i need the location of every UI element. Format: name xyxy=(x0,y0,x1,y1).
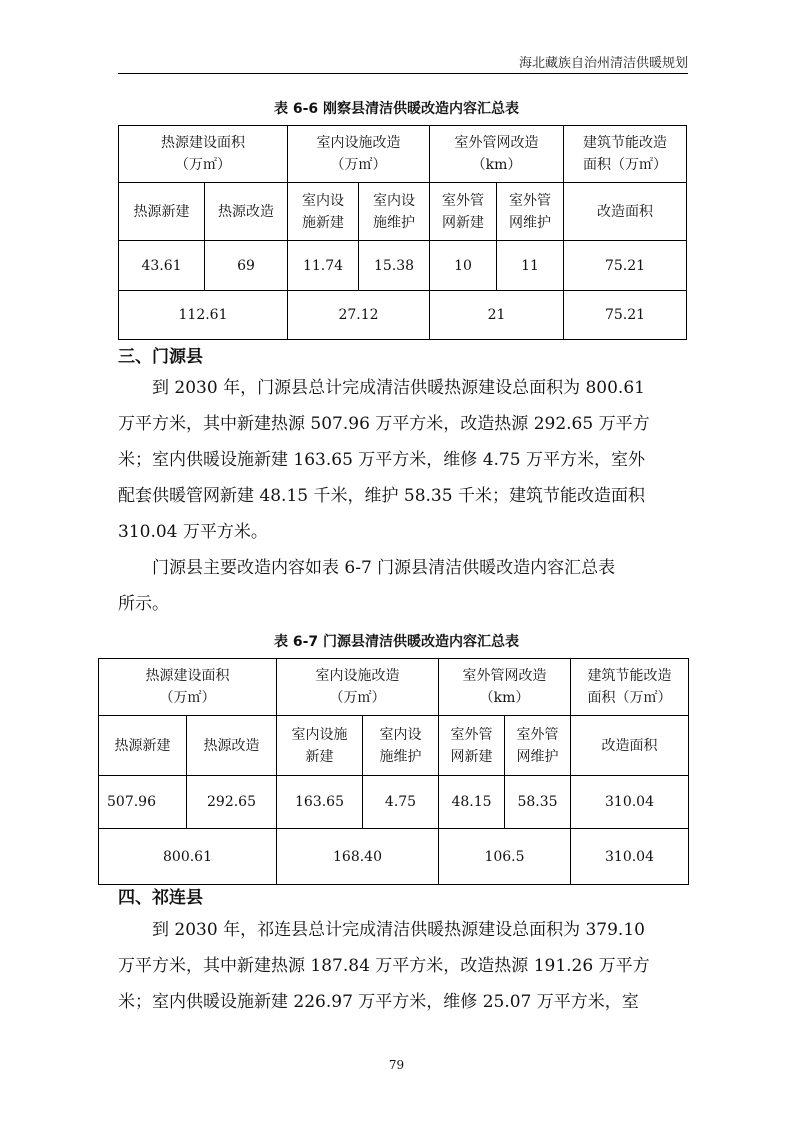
table-caption-6-7: 表 6-7 门源县清洁供暖改造内容汇总表 xyxy=(273,634,520,650)
subheader-cell: 热源新建 xyxy=(99,716,187,776)
data-cell: 69 xyxy=(205,241,288,291)
subheader-cell: 热源改造 xyxy=(187,716,277,776)
total-cell: 800.61 xyxy=(99,829,277,885)
total-cell: 27.12 xyxy=(288,291,430,340)
table-total-row xyxy=(99,829,689,885)
total-cell: 75.21 xyxy=(564,291,687,340)
subheader-cell: 改造面积 xyxy=(571,716,689,776)
paragraph-menyuan-summary: 到 2030 年，门源县总计完成清洁供暖热源建设总面积为 800.61 万平方米，其中新建热源 507.96 万平方米，改造热源 292.65 万平方 米；室内供暖设施新建 163.65 万平方米，维修 4.75 万平方米，室外 配套供暖管网新建 48.15 千米，维护 58.35 千米；建筑节能改造面积 310.04 万平方米。 xyxy=(118,378,650,542)
header-energy-saving-area: 建筑节能改造 面积（万㎡） xyxy=(571,659,689,716)
table-6-6 xyxy=(118,125,687,340)
total-cell: 168.40 xyxy=(277,829,439,885)
data-cell: 310.04 xyxy=(571,776,689,829)
subheader-cell: 室内设 施新建 xyxy=(288,183,359,241)
header-heat-source-area: 热源建设面积 （万㎡） xyxy=(99,659,277,716)
data-cell: 11.74 xyxy=(288,241,359,291)
total-cell: 112.61 xyxy=(119,291,288,340)
subheader-cell: 室内设 施维护 xyxy=(363,716,439,776)
table-total-row xyxy=(119,291,687,340)
subheader-cell: 室内设施 新建 xyxy=(277,716,363,776)
subheader-cell: 改造面积 xyxy=(564,183,687,241)
subheader-cell: 室外管 网新建 xyxy=(430,183,497,241)
header-energy-saving-area: 建筑节能改造 面积（万㎡） xyxy=(564,126,687,183)
header-outdoor-network: 室外管网改造 （km） xyxy=(439,659,571,716)
page-number: 79 xyxy=(388,1058,405,1072)
header-rule xyxy=(118,73,688,74)
header-indoor-renovation: 室内设施改造 （万㎡） xyxy=(277,659,439,716)
data-cell: 11 xyxy=(497,241,564,291)
total-cell: 106.5 xyxy=(439,829,571,885)
section-heading-menyuan: 三、门源县 xyxy=(118,347,203,367)
data-cell: 43.61 xyxy=(119,241,205,291)
subheader-cell: 热源改造 xyxy=(205,183,288,241)
subheader-cell: 室外管 网维护 xyxy=(497,183,564,241)
header-heat-source-area: 热源建设面积 （万㎡） xyxy=(119,126,288,183)
header-indoor-renovation: 室内设施改造 （万㎡） xyxy=(288,126,430,183)
data-cell: 292.65 xyxy=(187,776,277,829)
data-cell: 75.21 xyxy=(564,241,687,291)
table-6-7 xyxy=(98,658,689,885)
data-cell: 4.75 xyxy=(363,776,439,829)
data-cell: 15.38 xyxy=(359,241,430,291)
paragraph-qilian-summary: 到 2030 年，祁连县总计完成清洁供暖热源建设总面积为 379.10 万平方米，其中新建热源 187.84 万平方米，改造热源 191.26 万平方 米；室内供暖设施新建 226.97 万平方米，维修 25.07 万平方米，室 xyxy=(118,920,650,1012)
section-heading-qilian: 四、祁连县 xyxy=(118,888,203,908)
paragraph-menyuan-ref: 门源县主要改造内容如表 6-7 门源县清洁供暖改造内容汇总表 所示。 xyxy=(118,558,616,614)
running-header: 海北藏族自治州清洁供暖规划 xyxy=(518,56,688,71)
table-row xyxy=(99,776,689,829)
subheader-cell: 热源新建 xyxy=(119,183,205,241)
data-cell: 163.65 xyxy=(277,776,363,829)
data-cell: 10 xyxy=(430,241,497,291)
header-outdoor-network: 室外管网改造 （km） xyxy=(430,126,564,183)
data-cell: 58.35 xyxy=(505,776,571,829)
data-cell: 48.15 xyxy=(439,776,505,829)
subheader-cell: 室外管 网新建 xyxy=(439,716,505,776)
table-row xyxy=(119,241,687,291)
subheader-cell: 室内设 施维护 xyxy=(359,183,430,241)
total-cell: 310.04 xyxy=(571,829,689,885)
data-cell: 507.96 xyxy=(99,776,187,829)
subheader-cell: 室外管 网维护 xyxy=(505,716,571,776)
total-cell: 21 xyxy=(430,291,564,340)
table-caption-6-6: 表 6-6 刚察县清洁供暖改造内容汇总表 xyxy=(273,101,520,117)
